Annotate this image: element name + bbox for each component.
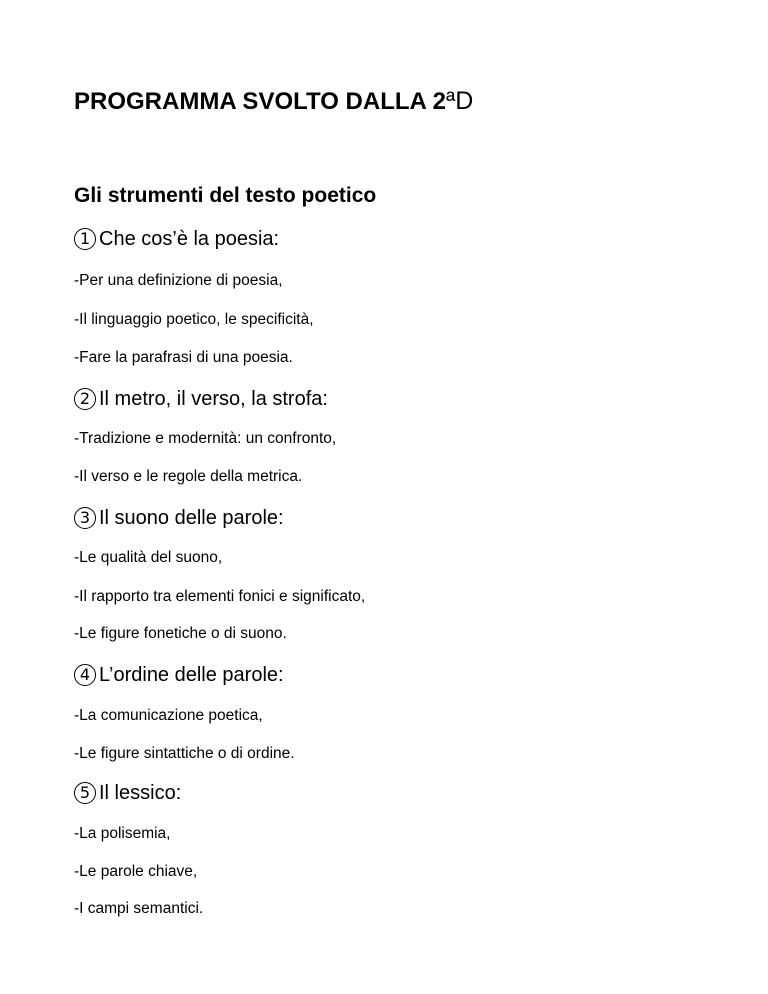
list-item: -Il verso e le regole della metrica.	[74, 468, 303, 485]
section-subtitle: Gli strumenti del testo poetico	[74, 184, 377, 207]
section-heading-text: Il suono delle parole:	[99, 507, 284, 529]
section-heading-3	[74, 504, 284, 532]
section-heading-text: L’ordine delle parole:	[99, 664, 284, 686]
circled-number-3: 3	[74, 507, 96, 529]
list-item: -Il linguaggio poetico, le specificità,	[74, 311, 314, 328]
page-title	[74, 84, 473, 119]
title-text: PROGRAMMA SVOLTO DALLA 2	[74, 88, 446, 115]
class-label: ªD	[446, 87, 474, 115]
section-heading-text: Il metro, il verso, la strofa:	[99, 388, 328, 410]
list-item: -La polisemia,	[74, 825, 171, 842]
section-heading-2	[74, 385, 328, 413]
list-item: -Il rapporto tra elementi fonici e significato,	[74, 588, 366, 605]
list-item: -Le qualità del suono,	[74, 549, 223, 566]
section-heading-4	[74, 661, 284, 689]
circled-number-4: 4	[74, 664, 96, 686]
list-item: -Le figure sintattiche o di ordine.	[74, 745, 295, 762]
section-heading-1	[74, 225, 279, 253]
list-item: -Le parole chiave,	[74, 863, 198, 880]
list-item: -Le figure fonetiche o di suono.	[74, 625, 287, 642]
section-heading-5	[74, 779, 181, 807]
circled-number-1: 1	[74, 228, 96, 250]
list-item: -I campi semantici.	[74, 900, 204, 917]
list-item: -Fare la parafrasi di una poesia.	[74, 349, 293, 366]
circled-number-2: 2	[74, 388, 96, 410]
list-item: -La comunicazione poetica,	[74, 707, 263, 724]
circled-number-5: 5	[74, 782, 96, 804]
section-heading-text: Il lessico:	[99, 782, 182, 804]
list-item: -Per una definizione di poesia,	[74, 272, 283, 289]
section-heading-text: Che cos’è la poesia:	[99, 228, 280, 250]
list-item: -Tradizione e modernità: un confronto,	[74, 430, 337, 447]
